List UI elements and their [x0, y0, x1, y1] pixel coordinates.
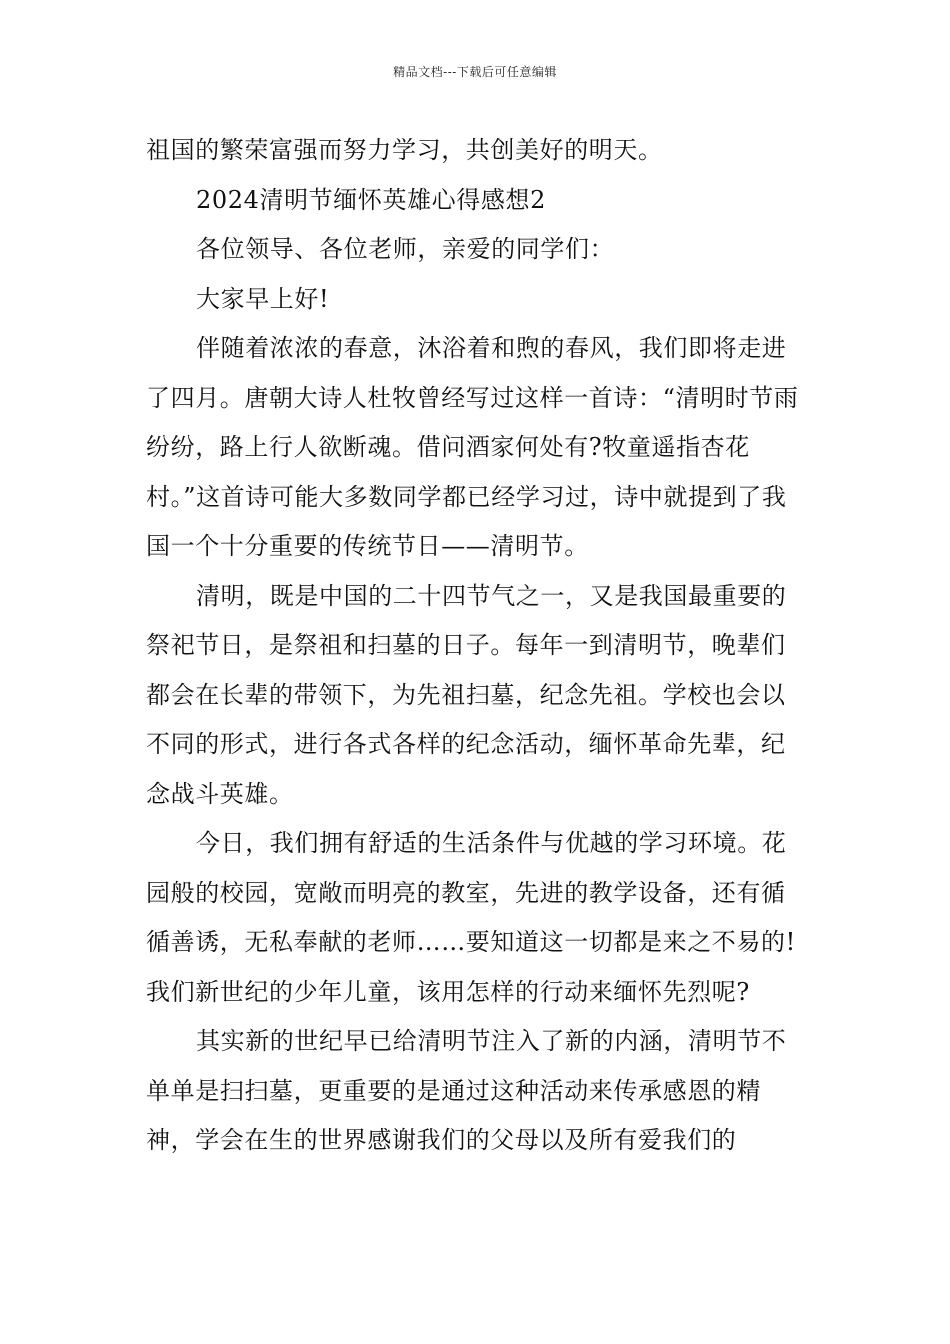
- salutation: 各位领导、各位老师，亲爱的同学们：: [196, 235, 615, 263]
- paragraph: 清明，既是中国的二十四节气之一，又是我国最重要的祭祀节日，是祭祖和扫墓的日子。每年一到清明节，晚辈们都会在长辈的带领下，为先祖扫墓，纪念先祖。学校也会以不同的形式，进行各式各样的纪念活动，缅怀革命先辈，纪念战斗英雄。: [146, 581, 787, 808]
- paragraph: 祖国的繁荣富强而努力学习，共创美好的明天。: [146, 136, 663, 164]
- section-title: 2024清明节缅怀英雄心得感想2: [196, 185, 546, 214]
- document-body: [146, 126, 808, 1166]
- paragraph: 其实新的世纪早已给清明节注入了新的内涵，清明节不单单是扫扫墓，更重要的是通过这种活动来传承感恩的精神，学会在生的世界感谢我们的父母以及所有爱我们的: [146, 1027, 787, 1154]
- paragraph: 今日，我们拥有舒适的生活条件与优越的学习环境。花园般的校园，宽敞而明亮的教室，先进的教学设备，还有循循善诱，无私奉献的老师……要知道这一切都是来之不易的!我们新世纪的少年儿童，该用怎样的行动来缅怀先烈呢?: [146, 829, 796, 1006]
- paragraph: 伴随着浓浓的春意，沐浴着和煦的春风，我们即将走进了四月。唐朝大诗人杜牧曾经写过这样一首诗：“清明时节雨纷纷，路上行人欲断魂。借问酒家何处有?牧童遥指杏花村。”这首诗可能大多数同学都已经学习过，诗中就提到了我国一个十分重要的传统节日——清明节。: [146, 334, 799, 560]
- page-header: 精品文档---下载后可任意编辑: [393, 65, 557, 79]
- greeting: 大家早上好!: [196, 284, 330, 313]
